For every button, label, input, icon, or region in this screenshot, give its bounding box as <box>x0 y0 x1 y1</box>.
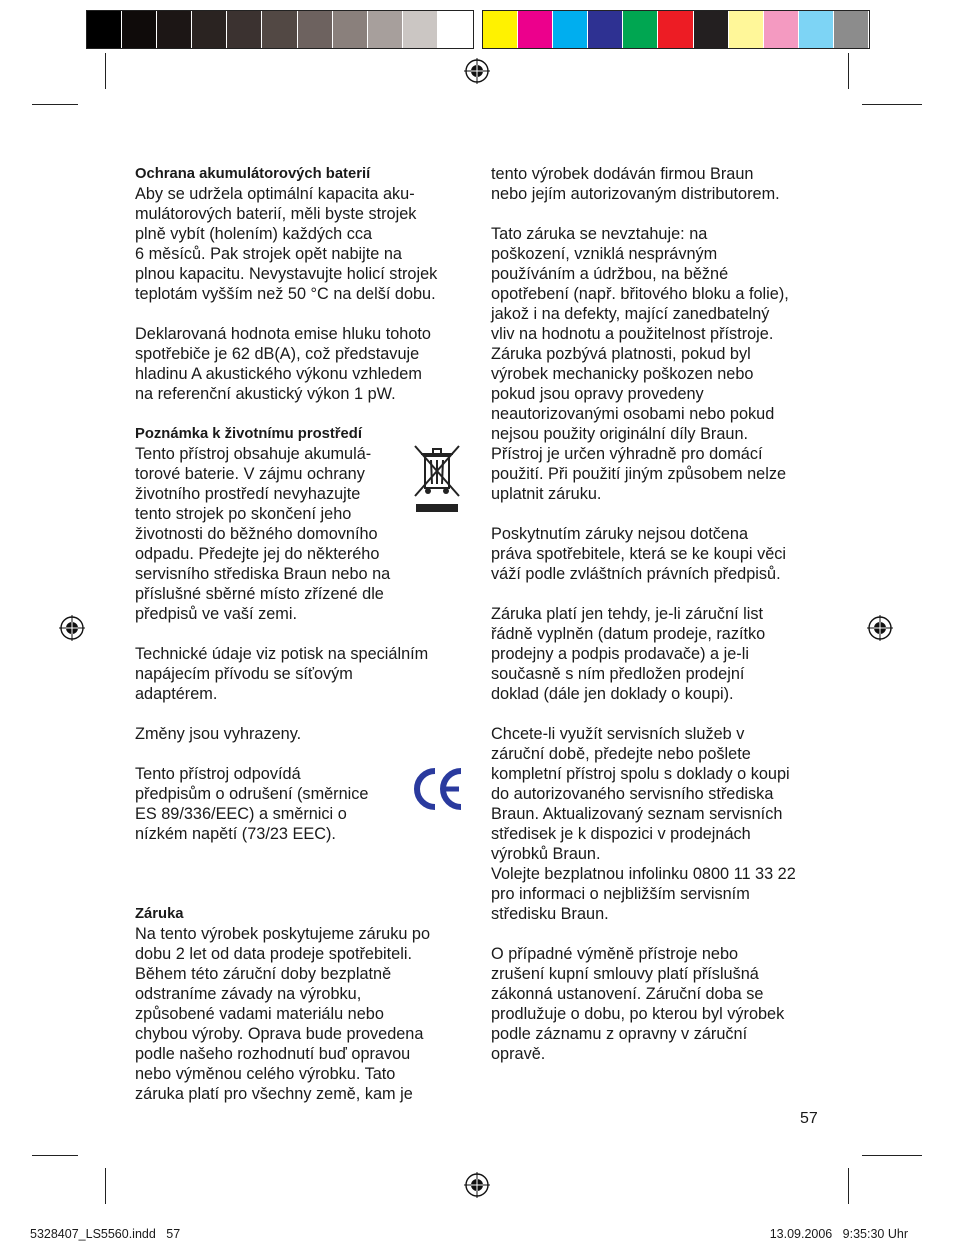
color-swatch <box>122 11 157 48</box>
environment-text: Tento přístroj obsahuje akumulá- torové baterie. V zájmu ochrany životního prostředí nevyhazujte tento strojek po skončení jeho životnosti do běžného domovního odpadu. Předejte jej do některého servisního střediska Braun nebo na příslušné sběrné místo zřízené dle předpisů ve vaší zemi. <box>135 445 391 623</box>
environment-heading: Poznámka k životnímu prostředí <box>135 426 362 442</box>
color-swatch <box>298 11 333 48</box>
crop-mark <box>105 1168 106 1204</box>
crop-mark <box>105 53 106 89</box>
replacement-text: O případné výměně přístroje nebo zrušení kupní smlouvy platí příslušná zákonná ustanovení. Záruční doba se prodlužuje o dobu, po kterou byl výrobek podle záznamu z opravny v záruční opravě. <box>491 945 785 1063</box>
color-swatch <box>518 11 553 48</box>
registration-mark-icon <box>464 1172 490 1198</box>
process-color-bar <box>482 10 870 49</box>
color-swatch <box>729 11 764 48</box>
warranty-validity-text: Záruka platí jen tehdy, je-li záruční list řádně vyplněn (datum prodeje, razítko prodejny a podpis prodavače) a je-li současně s ním předložen prodejní doklad (dále jen doklady o koupi). <box>491 605 766 703</box>
crop-mark <box>32 1155 78 1156</box>
footer-file-info: 5328407_LS5560.indd 57 <box>30 1227 181 1241</box>
crop-mark <box>32 104 78 105</box>
grayscale-color-bar <box>86 10 474 49</box>
crop-mark <box>848 53 849 89</box>
crop-mark <box>862 104 922 105</box>
registration-mark-icon <box>59 615 85 641</box>
crop-mark <box>862 1155 922 1156</box>
left-column <box>135 164 465 1124</box>
color-swatch <box>227 11 262 48</box>
technical-data-text: Technické údaje viz potisk na speciálním napájecím přívodu se síťovým adaptérem. <box>135 645 429 703</box>
color-swatch <box>262 11 297 48</box>
color-swatch <box>694 11 729 48</box>
color-swatch <box>192 11 227 48</box>
warranty-continued-text: tento výrobek dodáván firmou Braun nebo jejím autorizovaným distributorem. <box>491 165 780 203</box>
page-number: 57 <box>800 1110 818 1127</box>
color-swatch <box>658 11 693 48</box>
color-swatch <box>403 11 438 48</box>
service-text: Chcete-li využít servisních služeb v záruční době, předejte nebo pošlete kompletní přístroj spolu s doklady o koupi do autorizovaného servisního střediska Braun. Aktualizovaný seznam servisních středisek je k dispozici v prodejnách výrobků Braun. Volejte bezplatnou infolinku 0800 11 33 22 pro informaci o nejbližším servisním středisku Braun. <box>491 725 796 923</box>
warranty-section <box>135 904 465 1104</box>
compliance-text: Tento přístroj odpovídá předpisům o odrušení (směrnice ES 89/336/EEC) a směrnici o nízkém napětí (73/23 EEC). <box>135 765 369 843</box>
registration-mark-icon <box>464 58 490 84</box>
color-swatch <box>623 11 658 48</box>
registration-mark-icon <box>867 615 893 641</box>
changes-text: Změny jsou vyhrazeny. <box>135 725 302 743</box>
color-swatch <box>333 11 368 48</box>
color-swatch <box>157 11 192 48</box>
crossed-out-bin-icon <box>411 442 463 514</box>
color-swatch <box>764 11 799 48</box>
color-swatch <box>368 11 403 48</box>
consumer-rights-text: Poskytnutím záruky nejsou dotčena práva spotřebitele, která se ke koupi věci váží podle zvláštních právních předpisů. <box>491 525 787 583</box>
ce-mark-icon <box>413 767 465 811</box>
footer-timestamp: 13.09.2006 9:35:30 Uhr <box>769 1227 908 1241</box>
warranty-heading: Záruka <box>135 906 184 922</box>
color-swatch <box>799 11 834 48</box>
battery-section <box>135 164 465 304</box>
color-swatch <box>87 11 122 48</box>
color-swatch <box>834 11 869 48</box>
battery-text: Aby se udržela optimální kapacita aku- mulátorových baterií, měli byste strojek plně vybít (holením) každých cca 6 měsíců. Pak strojek opět nabijte na plnou kapacitu. Nevystavujte holicí strojek teplotám vyšším než 50 °C na delší dobu. <box>135 185 438 303</box>
warranty-exclusions-text: Tato záruka se nevztahuje: na poškození, vzniklá nesprávným používáním a údržbou, na běžné opotřebení (např. břitového bloku a folie), jakož i na defekty, mající zanedbatelný vliv na hodnotu a použitelnost přístroje. Záruka pozbývá platnosti, pokud byl výrobek mechanicky poškozen nebo pokud jsou opravy provedeny neautorizovanými osobami nebo pokud nejsou použity originální díly Braun. Přístroj je určen výhradně pro domácí použití. Při použití jiným způsobem nelze uplatnit záruku. <box>491 225 789 503</box>
warranty-text: Na tento výrobek poskytujeme záruku po dobu 2 let od data prodeje spotřebiteli. Během této záruční doby bezplatně odstraníme závady na výrobku, způsobené vadami materiálu nebo chybou výroby. Oprava bude provedena podle našeho rozhodnutí buď opravou nebo výměnou celého výrobku. Tato záruka platí pro všechny země, kam je <box>135 925 431 1103</box>
noise-text: Deklarovaná hodnota emise hluku tohoto spotřebiče je 62 dB(A), což představuje hladinu A akustického výkonu vzhledem na referenční akustický výkon 1 pW. <box>135 325 431 403</box>
color-swatch <box>553 11 588 48</box>
battery-heading: Ochrana akumulátorových baterií <box>135 166 371 182</box>
right-column <box>491 164 831 1084</box>
color-swatch <box>438 11 473 48</box>
color-swatch <box>483 11 518 48</box>
crop-mark <box>848 1168 849 1204</box>
color-swatch <box>588 11 623 48</box>
